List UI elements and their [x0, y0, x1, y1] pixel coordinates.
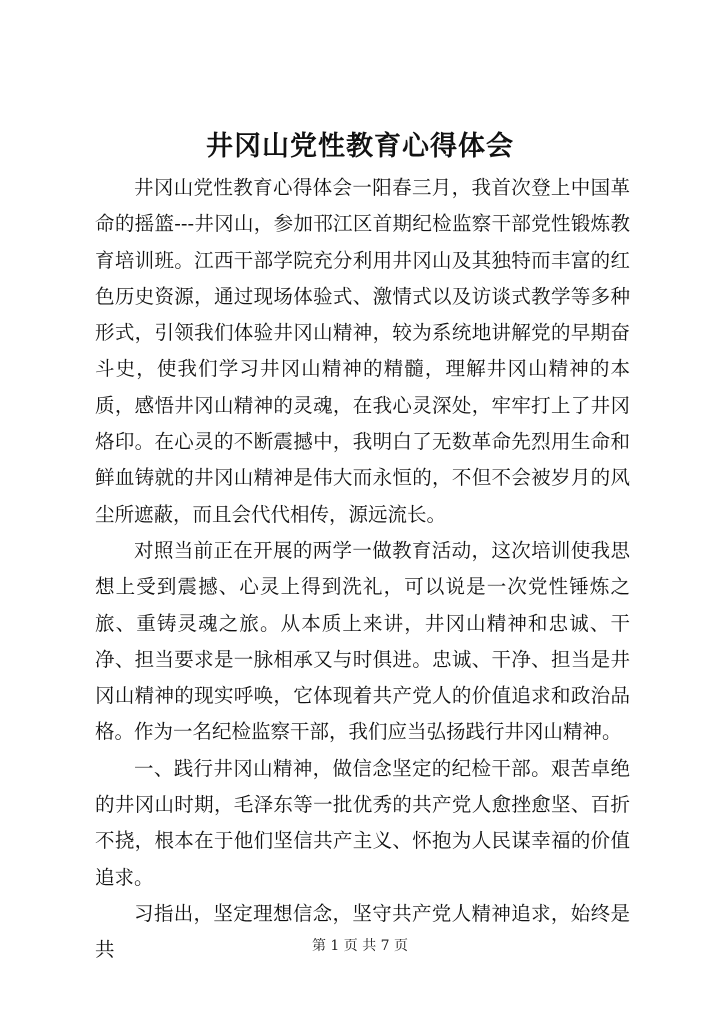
document-title: 井冈山党性教育心得体会	[206, 131, 514, 162]
document-body	[95, 170, 630, 969]
paragraph-3: 一、践行井冈山精神，做信念坚定的纪检干部。艰苦卓绝的井冈山时期，毛泽东等一批优秀的共产党人愈挫愈坚、百折不挠，根本在于他们坚信共产主义、怀抱为人民谋幸福的价值追求。	[95, 756, 630, 889]
paragraph-4: 习指出，坚定理想信念，坚守共产党人精神追求，始终是共	[95, 901, 630, 962]
page-number-footer: 第 1 页 共 7 页	[311, 938, 409, 954]
paragraph-2: 对照当前正在开展的两学一做教育活动，这次培训使我思想上受到震撼、心灵上得到洗礼，可以说是一次党性锤炼之旅、重铸灵魂之旅。从本质上来讲，井冈山精神和忠诚、干净、担当要求是一脉相承又与时俱进。忠诚、干净、担当是井冈山精神的现实呼唤，它体现着共产党人的价值追求和政治品格。作为一名纪检监察干部，我们应当弘扬践行井冈山精神。	[95, 538, 630, 744]
paragraph-1: 井冈山党性教育心得体会一阳春三月，我首次登上中国革命的摇篮---井冈山，参加邗江区首期纪检监察干部党性锻炼教育培训班。江西干部学院充分利用井冈山及其独特而丰富的红色历史资源，通过现场体验式、激情式以及访谈式教学等多种形式，引领我们体验井冈山精神，较为系统地讲解党的早期奋斗史，使我们学习井冈山精神的精髓，理解井冈山精神的本质，感悟井冈山精神的灵魂，在我心灵深处，牢牢打上了井冈烙印。在心灵的不断震撼中，我明白了无数革命先烈用生命和鲜血铸就的井冈山精神是伟大而永恒的，不但不会被岁月的风尘所遮蔽，而且会代代相传，源远流长。	[95, 176, 630, 526]
